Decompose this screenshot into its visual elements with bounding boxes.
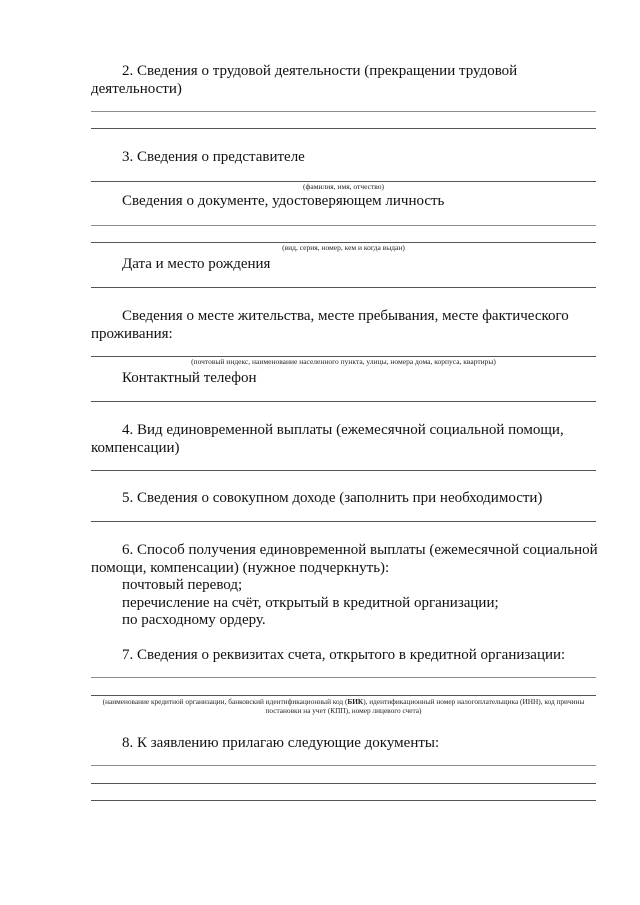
attached-documents-field-2[interactable] [91,783,596,784]
bank-details-caption: (наименование кредитной организации, банковский идентификационный код (БИК), идентификационный номер налогоплательщика (ИНН), код причины постановки на учет (КПП), номер лицевого счета) [102,697,585,715]
payment-type-field[interactable] [91,470,596,471]
section-4-title-line2: компенсации) [91,440,180,456]
payment-method-option-postal[interactable]: почтовый перевод; [122,577,243,593]
residence-label-line2: проживания: [91,326,173,342]
section-4-title-line1: 4. Вид единовременной выплаты (ежемесячной социальной помощи, [122,422,564,438]
identity-document-label: Сведения о документе, удостоверяющем личность [122,193,445,209]
section-2-field-line-2[interactable] [91,128,596,129]
section-7-title: 7. Сведения о реквизитах счета, открытого в кредитной организации: [122,647,566,663]
section-6-title-line2: помощи, компенсации) (нужное подчеркнуть): [91,560,390,576]
identity-document-field-1[interactable] [91,225,596,226]
bank-details-field-1[interactable] [91,677,596,678]
residence-label-line1: Сведения о месте жительства, месте пребывания, месте фактического [122,308,569,324]
contact-phone-field[interactable] [91,401,596,402]
contact-phone-label: Контактный телефон [122,370,257,386]
attached-documents-field-1[interactable] [91,765,596,766]
representative-name-caption: (фамилия, имя, отчество) [303,182,384,191]
section-2-field-line-1[interactable] [91,111,596,112]
section-8-title: 8. К заявлению прилагаю следующие документы: [122,735,440,751]
birth-date-place-field[interactable] [91,287,596,288]
attached-documents-field-3[interactable] [91,800,596,801]
bank-details-field-2[interactable] [91,695,596,696]
section-2-title-line1: 2. Сведения о трудовой деятельности (прекращении трудовой [122,63,518,79]
payment-method-option-bank-account[interactable]: перечисление на счёт, открытый в кредитной организации; [122,595,499,611]
section-6-title-line1: 6. Способ получения единовременной выплаты (ежемесячной социальной [122,542,598,558]
section-3-title: 3. Сведения о представителе [122,149,305,165]
identity-document-caption: (вид, серия, номер, кем и когда выдан) [282,243,405,252]
section-5-title: 5. Сведения о совокупном доходе (заполнить при необходимости) [122,490,543,506]
birth-date-place-label: Дата и место рождения [122,256,271,272]
payment-method-option-cash-order[interactable]: по расходному ордеру. [122,612,266,628]
section-2-title-line2: деятельности) [91,81,182,97]
total-income-field[interactable] [91,521,596,522]
residence-address-caption: (почтовый индекс, наименование населенного пункта, улицы, номера дома, корпуса, квартиры) [191,357,496,366]
